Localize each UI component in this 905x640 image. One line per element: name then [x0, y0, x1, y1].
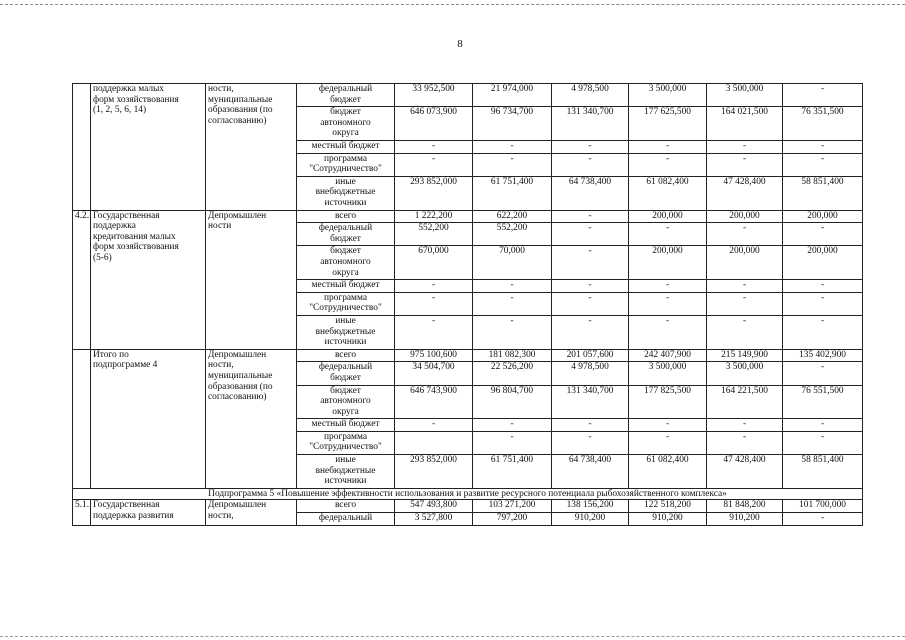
amount-year-6: 76 351,500: [783, 107, 863, 141]
group-3-measure-name: Итого по подпрограмме 4: [91, 349, 206, 488]
group-3-executor: Депромышлен ности, муниципальные образования (по согласованию): [206, 349, 297, 488]
amount-year-5: 200,000: [707, 246, 783, 280]
amount-year-2: -: [473, 280, 552, 293]
amount-year-2: 96 734,700: [473, 107, 552, 141]
amount-year-6: -: [783, 513, 863, 526]
amount-year-1: -: [395, 292, 473, 315]
group-1-measure-name: поддержка малых форм хозяйствования (1, 2, 5, 6, 14): [91, 84, 206, 211]
amount-year-1: -: [395, 315, 473, 349]
amount-year-5: -: [707, 292, 783, 315]
amount-year-6: -: [783, 431, 863, 454]
group-5-1-measure-name: Государственная поддержка развития: [91, 500, 206, 525]
amount-year-3: -: [552, 223, 629, 246]
amount-year-4: 61 082,400: [629, 455, 707, 489]
amount-year-2: -: [473, 419, 552, 432]
table-row: [73, 349, 863, 362]
amount-year-4: 200,000: [629, 246, 707, 280]
amount-year-6: -: [783, 153, 863, 176]
amount-year-4: 910,200: [629, 513, 707, 526]
amount-year-5: -: [707, 431, 783, 454]
amount-year-4: 200,000: [629, 210, 707, 223]
funding-source: иные внебюджетные источники: [297, 176, 395, 210]
funding-source: всего: [297, 210, 395, 223]
amount-year-2: -: [473, 153, 552, 176]
amount-year-2: 103 271,200: [473, 500, 552, 513]
amount-year-3: 131 340,700: [552, 107, 629, 141]
amount-year-3: -: [552, 210, 629, 223]
amount-year-2: -: [473, 315, 552, 349]
amount-year-2: 552,200: [473, 223, 552, 246]
table-body: [73, 84, 863, 526]
amount-year-4: -: [629, 223, 707, 246]
amount-year-4: -: [629, 140, 707, 153]
group-2-number: 4.2.: [73, 210, 91, 349]
funding-source: федеральный бюджет: [297, 84, 395, 107]
amount-year-5: -: [707, 153, 783, 176]
amount-year-3: -: [552, 419, 629, 432]
amount-year-1: [395, 431, 473, 454]
amount-year-2: 61 751,400: [473, 176, 552, 210]
group-5-1-executor: Депромышлен ности,: [206, 500, 297, 525]
amount-year-1: 1 222,200: [395, 210, 473, 223]
amount-year-5: 81 848,200: [707, 500, 783, 513]
funding-source: местный бюджет: [297, 419, 395, 432]
funding-source: бюджет автономного округа: [297, 246, 395, 280]
amount-year-3: 4 978,500: [552, 362, 629, 385]
amount-year-6: -: [783, 362, 863, 385]
funding-source: федеральный бюджет: [297, 362, 395, 385]
budget-table: [72, 83, 863, 526]
amount-year-2: 797,200: [473, 513, 552, 526]
funding-source: всего: [297, 500, 395, 513]
funding-source: программа "Сотрудничество": [297, 431, 395, 454]
amount-year-6: -: [783, 223, 863, 246]
amount-year-1: 33 952,500: [395, 84, 473, 107]
amount-year-1: -: [395, 280, 473, 293]
amount-year-5: -: [707, 280, 783, 293]
amount-year-4: 3 500,000: [629, 84, 707, 107]
amount-year-5: 3 500,000: [707, 362, 783, 385]
funding-source: местный бюджет: [297, 140, 395, 153]
funding-source: иные внебюджетные источники: [297, 315, 395, 349]
amount-year-3: 201 057,600: [552, 349, 629, 362]
amount-year-2: -: [473, 431, 552, 454]
amount-year-6: 58 851,400: [783, 455, 863, 489]
amount-year-2: 70,000: [473, 246, 552, 280]
amount-year-2: 21 974,000: [473, 84, 552, 107]
amount-year-1: 547 493,800: [395, 500, 473, 513]
amount-year-1: 34 504,700: [395, 362, 473, 385]
amount-year-2: 61 751,400: [473, 455, 552, 489]
group-1-executor: ности, муниципальные образования (по согласованию): [206, 84, 297, 211]
amount-year-2: -: [473, 292, 552, 315]
amount-year-2: 22 526,200: [473, 362, 552, 385]
funding-source: федеральный: [297, 513, 395, 526]
amount-year-6: -: [783, 84, 863, 107]
amount-year-3: 64 738,400: [552, 176, 629, 210]
amount-year-4: 122 518,200: [629, 500, 707, 513]
amount-year-4: -: [629, 419, 707, 432]
amount-year-4: 177 825,500: [629, 385, 707, 419]
funding-source: всего: [297, 349, 395, 362]
table-row: [73, 500, 863, 513]
amount-year-4: -: [629, 292, 707, 315]
funding-source: бюджет автономного округа: [297, 385, 395, 419]
amount-year-4: -: [629, 315, 707, 349]
table-row: [73, 84, 863, 107]
amount-year-6: -: [783, 292, 863, 315]
amount-year-3: 131 340,700: [552, 385, 629, 419]
amount-year-2: 96 804,700: [473, 385, 552, 419]
amount-year-1: -: [395, 140, 473, 153]
amount-year-3: 64 738,400: [552, 455, 629, 489]
page-number: 8: [457, 38, 463, 50]
amount-year-5: -: [707, 140, 783, 153]
amount-year-3: -: [552, 315, 629, 349]
scan-edge-bottom: [0, 636, 905, 637]
amount-year-5: 47 428,400: [707, 176, 783, 210]
amount-year-1: 670,000: [395, 246, 473, 280]
section-header-row: [73, 488, 863, 500]
amount-year-6: 135 402,900: [783, 349, 863, 362]
amount-year-4: 3 500,000: [629, 362, 707, 385]
funding-source: программа "Сотрудничество": [297, 292, 395, 315]
amount-year-5: -: [707, 315, 783, 349]
amount-year-3: 138 156,200: [552, 500, 629, 513]
amount-year-4: 177 625,500: [629, 107, 707, 141]
amount-year-3: -: [552, 431, 629, 454]
group-2-executor: Депромышлен ности: [206, 210, 297, 349]
funding-source: местный бюджет: [297, 280, 395, 293]
amount-year-3: -: [552, 140, 629, 153]
amount-year-1: -: [395, 419, 473, 432]
amount-year-1: 646 743,900: [395, 385, 473, 419]
amount-year-1: 3 527,800: [395, 513, 473, 526]
amount-year-6: 200,000: [783, 246, 863, 280]
amount-year-3: -: [552, 246, 629, 280]
amount-year-6: 200,000: [783, 210, 863, 223]
amount-year-6: -: [783, 280, 863, 293]
amount-year-5: -: [707, 419, 783, 432]
funding-source: бюджет автономного округа: [297, 107, 395, 141]
amount-year-4: -: [629, 153, 707, 176]
amount-year-1: 975 100,600: [395, 349, 473, 362]
amount-year-3: 910,200: [552, 513, 629, 526]
amount-year-3: -: [552, 153, 629, 176]
amount-year-3: 4 978,500: [552, 84, 629, 107]
amount-year-2: -: [473, 140, 552, 153]
amount-year-6: 76 551,500: [783, 385, 863, 419]
scan-edge-top: [0, 4, 905, 5]
amount-year-5: 3 500,000: [707, 84, 783, 107]
amount-year-6: -: [783, 140, 863, 153]
funding-source: иные внебюджетные источники: [297, 455, 395, 489]
amount-year-5: 200,000: [707, 210, 783, 223]
amount-year-1: -: [395, 153, 473, 176]
amount-year-6: 58 851,400: [783, 176, 863, 210]
amount-year-3: -: [552, 280, 629, 293]
amount-year-3: -: [552, 292, 629, 315]
group-3-number: [73, 349, 91, 488]
table-row: [73, 210, 863, 223]
amount-year-5: 47 428,400: [707, 455, 783, 489]
amount-year-1: 646 073,900: [395, 107, 473, 141]
funding-source: федеральный бюджет: [297, 223, 395, 246]
group-5-1-number: 5.1.: [73, 500, 91, 525]
subprogram-5-title: Подпрограмма 5 «Повышение эффективности использования и развитие ресурсного потенциала рыбохозяйственного комплекса»: [73, 488, 863, 500]
amount-year-1: 552,200: [395, 223, 473, 246]
group-1-number: [73, 84, 91, 211]
amount-year-2: 181 082,300: [473, 349, 552, 362]
amount-year-6: 101 700,000: [783, 500, 863, 513]
amount-year-4: -: [629, 431, 707, 454]
amount-year-6: -: [783, 315, 863, 349]
amount-year-5: 164 221,500: [707, 385, 783, 419]
amount-year-4: -: [629, 280, 707, 293]
amount-year-6: -: [783, 419, 863, 432]
funding-source: программа "Сотрудничество": [297, 153, 395, 176]
amount-year-5: 215 149,900: [707, 349, 783, 362]
amount-year-5: -: [707, 223, 783, 246]
amount-year-1: 293 852,000: [395, 455, 473, 489]
amount-year-5: 910,200: [707, 513, 783, 526]
amount-year-2: 622,200: [473, 210, 552, 223]
amount-year-1: 293 852,000: [395, 176, 473, 210]
amount-year-5: 164 021,500: [707, 107, 783, 141]
amount-year-4: 61 082,400: [629, 176, 707, 210]
group-2-measure-name: Государственная поддержка кредитования малых форм хозяйствования (5-6): [91, 210, 206, 349]
amount-year-4: 242 407,900: [629, 349, 707, 362]
